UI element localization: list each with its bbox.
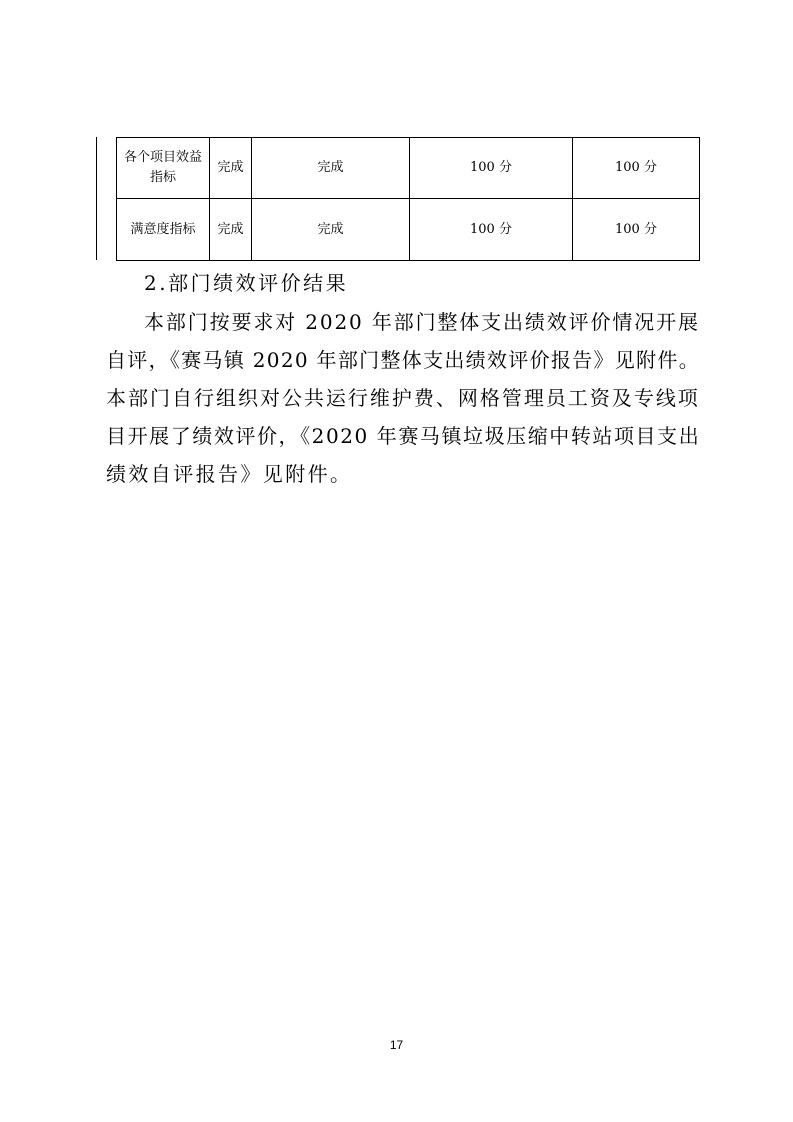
score-cell: 100 分	[410, 199, 573, 261]
status-cell: 完成	[210, 199, 252, 261]
status-cell: 完成	[210, 138, 252, 199]
evaluation-table-fragment	[96, 137, 699, 260]
indicator-cell: 各个项目效益指标	[117, 138, 210, 199]
paragraph-line: 绩效自评报告》见附件。	[106, 462, 353, 486]
result-cell: 完成	[252, 138, 410, 199]
indicator-cell: 满意度指标	[117, 199, 210, 261]
score-cell: 100 分	[410, 138, 573, 199]
table-outer-border	[96, 137, 97, 260]
page-number: 17	[389, 1038, 404, 1052]
score-cell: 100 分	[573, 199, 700, 261]
evaluation-table	[116, 137, 700, 261]
paragraph-line: 自评，《赛马镇 2020 年部门整体支出绩效评价报告》见附件。	[106, 348, 701, 372]
paragraph-line: 本部门按要求对 2020 年部门整体支出绩效评价情况开展	[144, 310, 700, 334]
section-heading: 2.部门绩效评价结果	[144, 271, 349, 295]
table-row	[117, 138, 700, 199]
result-cell: 完成	[252, 199, 410, 261]
paragraph-line: 目开展了绩效评价，《2020 年赛马镇垃圾压缩中转站项目支出	[106, 424, 701, 448]
score-cell: 100 分	[573, 138, 700, 199]
paragraph-line: 本部门自行组织对公共运行维护费、网格管理员工资及专线项	[106, 386, 700, 410]
table-row	[117, 199, 700, 261]
